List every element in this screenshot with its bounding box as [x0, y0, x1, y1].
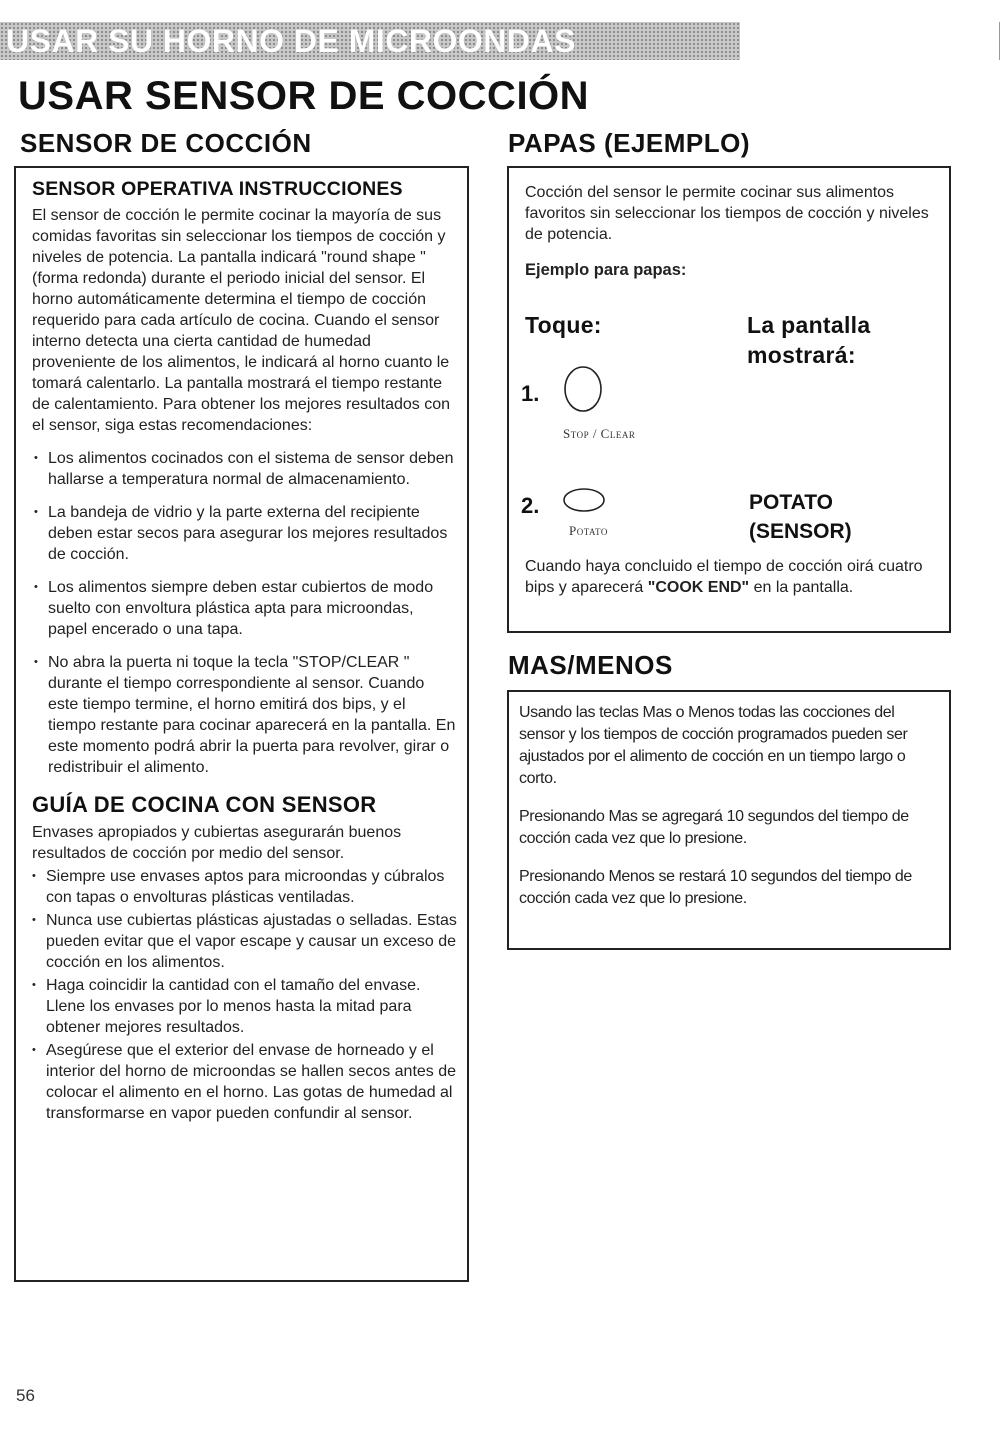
list-item: • Asegúrese que el exterior del envase de horneado y el interior del horno de microondas se hallen secos antes de colocar el alimento en el horno. Las gotas de humedad al transformarse en vapor pueden confundir al sensor.	[32, 1040, 457, 1124]
step-2-number: 2.	[521, 493, 540, 518]
list-item: • Los alimentos siempre deben estar cubiertos de modo suelto con envoltura plástica apta para microondas, papel encerado o una tapa.	[32, 577, 457, 640]
page-number: 56	[16, 1386, 35, 1405]
list-item: • La bandeja de vidrio y la parte externa del recipiente deben estar secos para asegurar los mejores resultados de cocción.	[32, 502, 457, 565]
instructions-subheading: SENSOR OPERATIVA INSTRUCCIONES	[32, 178, 403, 200]
page-title: USAR SENSOR DE COCCIÓN	[18, 74, 590, 118]
more-less-box	[507, 690, 951, 950]
potatoes-heading: PAPAS (EJEMPLO)	[508, 128, 751, 158]
potatoes-example-box	[507, 166, 951, 633]
sensor-heading: SENSOR DE COCCIÓN	[20, 128, 312, 158]
cook-end-note-end: en la pantalla.	[749, 579, 854, 596]
display-text-line2: (SENSOR)	[749, 520, 852, 543]
step-1-number: 1.	[521, 381, 540, 406]
banner-text: USAR SU HORNO DE MICROONDAS	[6, 23, 576, 59]
list-item: • Haga coincidir la cantidad con el tamaño del envase. Llene los envases por lo menos hasta la mitad para obtener mejores resultados.	[32, 975, 457, 1038]
section-banner	[0, 22, 740, 60]
example-label: Ejemplo para papas:	[525, 261, 687, 279]
potato-key-label: Potato	[569, 523, 608, 538]
list-item: • Los alimentos cocinados con el sistema de sensor deben hallarse a temperatura normal de almacenamiento.	[32, 448, 457, 490]
more-less-heading: MAS/MENOS	[508, 650, 673, 680]
display-column-heading-line2: mostrará:	[747, 342, 856, 368]
more-paragraph: Presionando Mas se agregará 10 segundos del tiempo de cocción cada vez que lo presione.	[519, 808, 909, 847]
stop-clear-key-label: Stop / Clear	[563, 426, 636, 441]
potato-key-icon[interactable]	[561, 486, 607, 514]
instructions-intro: El sensor de cocción le permite cocinar la mayoría de sus comidas favoritas sin seleccionar los tiempos de cocción y niveles de potencia. La pantalla indicará "round shape " (forma redonda) durante el periodo inicial del sensor. El horno automáticamente determina el tiempo de cocción requerido para cada artículo de cocina. Cuando el sensor interno detecta una cierta cantidad de humedad proveniente de los alimentos, le indicará al horno cuanto le tomará calentarlo. La pantalla mostrará el tiempo restante de calentamiento. Para obtener los mejores resultados con el sensor, siga estas recomendaciones:	[32, 207, 451, 434]
banner-edge-rule	[999, 22, 1000, 60]
guide-heading: GUÍA DE COCINA CON SENSOR	[32, 792, 377, 817]
more-less-intro: Usando las teclas Mas o Menos todas las cocciones del sensor y los tiempos de cocción programados pueden ser ajustados por el alimento de cocción en un tiempo largo o corto.	[519, 704, 908, 787]
potatoes-intro: Cocción del sensor le permite cocinar sus alimentos favoritos sin seleccionar los tiempos de cocción y niveles de potencia.	[525, 184, 929, 243]
display-text-line1: POTATO	[749, 491, 833, 514]
list-item: • Siempre use envases aptos para microondas y cúbralos con tapas o envolturas plásticas ventiladas.	[32, 866, 457, 908]
sensor-instructions-box	[14, 166, 469, 1282]
touch-column-heading: Toque:	[525, 312, 602, 338]
cook-end-label: "COOK END"	[647, 579, 750, 596]
list-item: • Nunca use cubiertas plásticas ajustadas o selladas. Estas pueden evitar que el vapor escape y causar un exceso de cocción en los alimentos.	[32, 910, 457, 973]
stop-clear-key-icon[interactable]	[561, 364, 605, 414]
guide-list	[32, 866, 457, 1124]
list-item: • No abra la puerta ni toque la tecla "STOP/CLEAR " durante el tiempo correspondiente al sensor. Cuando este tiempo termine, el horno emitirá dos bips, y el tiempo restante para cocinar aparecerá en la pantalla. En este momento podrá abrir la puerta para revolver, girar o redistribuir el alimento.	[32, 652, 457, 778]
guide-intro: Envases apropiados y cubiertas asegurarán buenos resultados de cocción por medio del sensor.	[32, 824, 402, 862]
less-paragraph: Presionando Menos se restará 10 segundos del tiempo de cocción cada vez que lo presione.	[519, 868, 912, 907]
cook-end-note	[525, 556, 935, 598]
cook-end-note-start: Cuando haya concluido el tiempo de cocción oirá cuatro bips y aparecerá	[525, 558, 923, 596]
recommendations-list	[32, 448, 457, 778]
display-column-heading-line1: La pantalla	[747, 312, 871, 338]
